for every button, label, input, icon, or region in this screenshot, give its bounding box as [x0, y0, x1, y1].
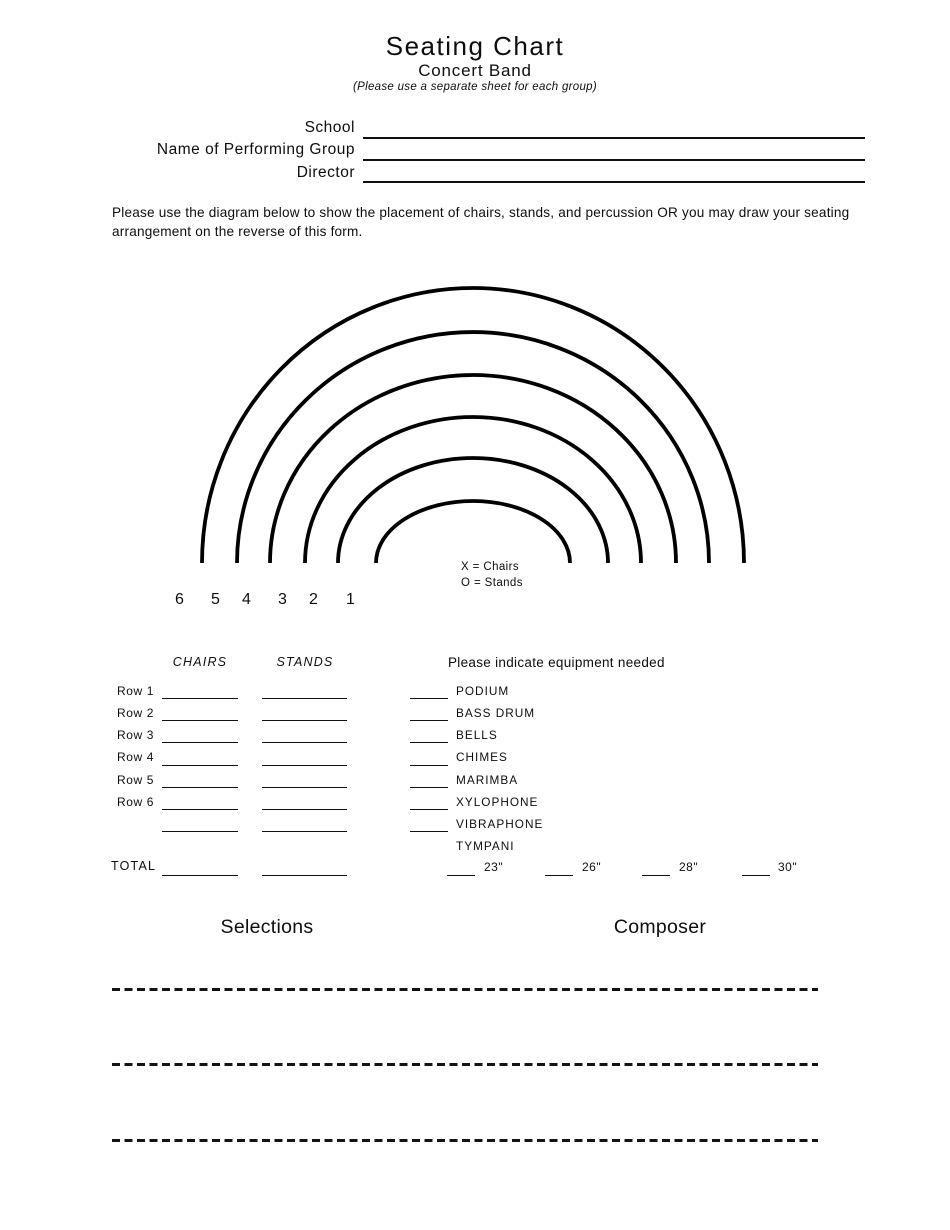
row-4-stands-line[interactable]	[262, 765, 347, 766]
instructions-text: Please use the diagram below to show the placement of chairs, stands, and percussion OR you may draw your seating arrangement on the reverse of this form.	[112, 205, 850, 239]
size-28-label: 28"	[679, 860, 699, 874]
row-6-stands-line[interactable]	[262, 809, 347, 810]
page-subtitle: Concert Band	[418, 61, 532, 80]
seating-arc-row-6	[202, 288, 744, 563]
legend-stands: O = Stands	[461, 576, 523, 589]
chairs-column-header: CHAIRS	[172, 655, 228, 669]
row-3-label: Row 3	[117, 728, 155, 742]
row-4-label: Row 4	[117, 750, 155, 764]
row-5-stands-line[interactable]	[262, 787, 347, 788]
selection-entry-line-2[interactable]	[112, 1063, 818, 1066]
row-1-label: Row 1	[117, 684, 155, 698]
marimba-checkline[interactable]	[410, 787, 448, 788]
row-1-stands-line[interactable]	[262, 698, 347, 699]
page-note: (Please use a separate sheet for each group)	[353, 81, 597, 93]
row-number-2: 2	[309, 591, 318, 608]
row-6-label: Row 6	[117, 795, 155, 809]
row-2-chairs-line[interactable]	[162, 720, 238, 721]
school-field-line[interactable]	[363, 137, 865, 139]
selection-entry-line-1[interactable]	[112, 988, 818, 991]
row-number-1: 1	[346, 591, 355, 608]
stands-column-header: STANDS	[276, 655, 334, 669]
vibraphone-label: VIBRAPHONE	[456, 817, 544, 831]
selections-header: Selections	[220, 916, 314, 938]
size-30-checkline[interactable]	[742, 875, 770, 876]
seating-arc-row-3	[305, 417, 641, 563]
row-3-stands-line[interactable]	[262, 742, 347, 743]
podium-checkline[interactable]	[410, 698, 448, 699]
row-number-3: 3	[278, 591, 287, 608]
row-number-5: 5	[211, 591, 220, 608]
size-23-checkline[interactable]	[447, 875, 475, 876]
row-3-chairs-line[interactable]	[162, 742, 238, 743]
row-4-chairs-line[interactable]	[162, 765, 238, 766]
xylophone-checkline[interactable]	[410, 809, 448, 810]
bass-drum-checkline[interactable]	[410, 720, 448, 721]
bells-checkline[interactable]	[410, 742, 448, 743]
xylophone-label: XYLOPHONE	[456, 795, 539, 809]
legend-chairs: X = Chairs	[461, 561, 520, 573]
row-5-chairs-line[interactable]	[162, 787, 238, 788]
seating-rows-diagram	[0, 270, 950, 570]
row-2-label: Row 2	[117, 706, 155, 720]
extra-row-stands-line[interactable]	[262, 831, 347, 832]
total-chairs-line[interactable]	[162, 875, 238, 876]
bells-label: BELLS	[456, 728, 498, 742]
row-number-4: 4	[242, 591, 251, 608]
size-30-label: 30"	[778, 860, 798, 874]
composer-header: Composer	[613, 916, 707, 938]
performing-group-label: Name of Performing Group	[156, 141, 355, 158]
row-2-stands-line[interactable]	[262, 720, 347, 721]
vibraphone-checkline[interactable]	[410, 831, 448, 832]
chimes-checkline[interactable]	[410, 765, 448, 766]
size-26-checkline[interactable]	[545, 875, 573, 876]
performing-group-field-line[interactable]	[363, 159, 865, 161]
tympani-label: TYMPANI	[456, 839, 515, 853]
podium-label: PODIUM	[456, 684, 510, 698]
seating-arc-row-4	[270, 375, 676, 563]
page-title: Seating Chart	[385, 31, 565, 61]
row-5-label: Row 5	[117, 773, 155, 787]
director-field-line[interactable]	[363, 181, 865, 183]
size-23-label: 23"	[484, 860, 504, 874]
bass-drum-label: BASS DRUM	[456, 706, 536, 720]
equipment-heading: Please indicate equipment needed	[448, 655, 665, 670]
row-6-chairs-line[interactable]	[162, 809, 238, 810]
size-26-label: 26"	[582, 860, 602, 874]
school-label: School	[304, 119, 355, 136]
size-28-checkline[interactable]	[642, 875, 670, 876]
total-label: TOTAL	[111, 859, 157, 873]
seating-arc-row-2	[338, 458, 608, 563]
row-1-chairs-line[interactable]	[162, 698, 238, 699]
director-label: Director	[296, 164, 355, 181]
seating-arc-row-1	[376, 501, 570, 563]
marimba-label: MARIMBA	[456, 773, 519, 787]
extra-row-chairs-line[interactable]	[162, 831, 238, 832]
diagram-legend	[461, 560, 523, 591]
selection-entry-line-3[interactable]	[112, 1139, 818, 1142]
chimes-label: CHIMES	[456, 750, 508, 764]
seating-arc-row-5	[237, 332, 709, 563]
total-stands-line[interactable]	[262, 875, 347, 876]
row-number-6: 6	[175, 591, 184, 608]
